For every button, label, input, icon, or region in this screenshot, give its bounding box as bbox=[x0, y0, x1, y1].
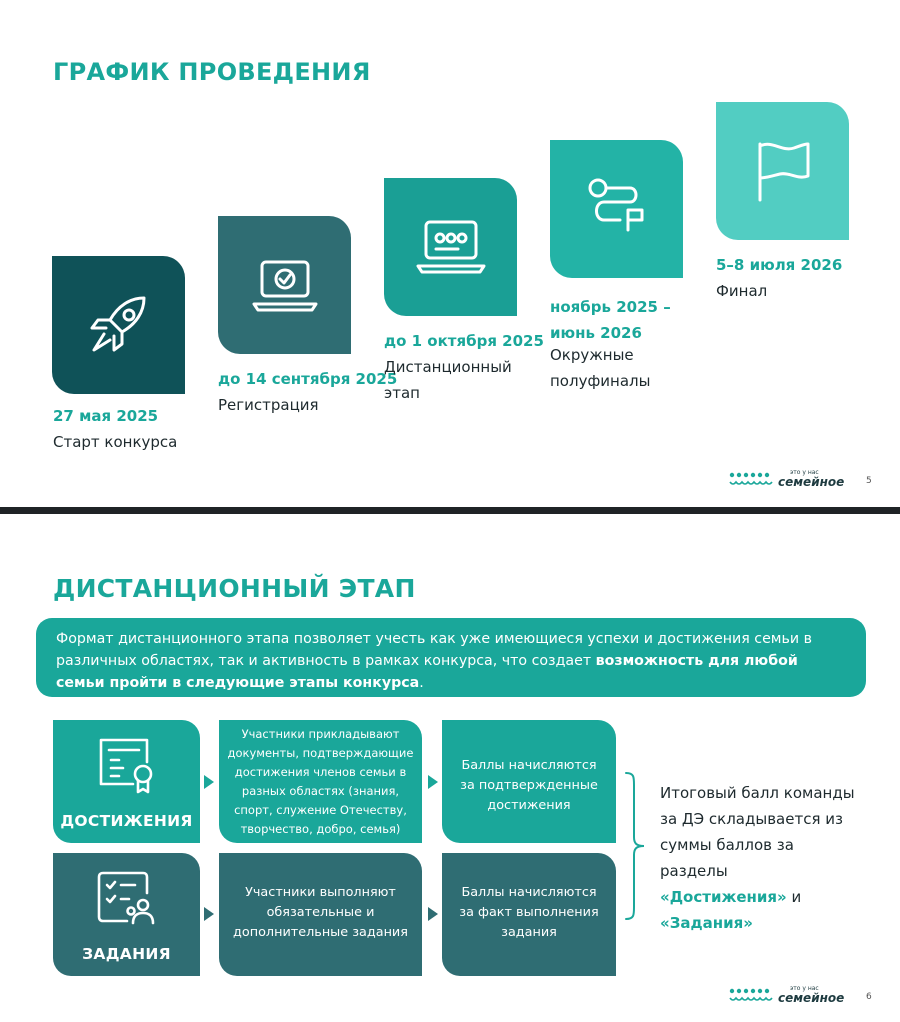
logo-small-text: это у нас bbox=[790, 985, 819, 992]
laptop-dots-icon bbox=[414, 210, 488, 284]
page-number: 5 bbox=[866, 476, 872, 486]
slide-separator bbox=[0, 507, 900, 514]
slide-title: ДИСТАНЦИОННЫЙ ЭТАП bbox=[53, 574, 416, 603]
category-label: ЗАДАНИЯ bbox=[82, 945, 171, 963]
intro-bold: возможность для любой семьи пройти в следующие этапы конкурса bbox=[56, 653, 798, 691]
step-semifinal-box bbox=[550, 140, 683, 278]
arrow-icon bbox=[428, 907, 438, 921]
step-registration-date: до 14 сентября 2025 bbox=[218, 370, 398, 388]
step-distance-label: Дистанционный этап bbox=[384, 358, 512, 402]
step-distance-date: до 1 октября 2025 bbox=[384, 332, 544, 350]
category-label: ДОСТИЖЕНИЯ bbox=[60, 812, 193, 830]
arrow-icon bbox=[204, 907, 214, 921]
category-achievements bbox=[53, 720, 200, 843]
tasks-description: Участники выполняют обязательные и дополнительные задания bbox=[219, 853, 422, 976]
highlight-achievements: «Достижения» bbox=[660, 888, 787, 906]
step-semifinal-label: Окружные полуфиналы bbox=[550, 346, 651, 390]
step-registration-label: Регистрация bbox=[218, 396, 319, 414]
step-semifinal-date: ноябрь 2025 – июнь 2026 bbox=[550, 298, 671, 342]
step-registration-box bbox=[218, 216, 351, 354]
step-final-date: 5–8 июля 2026 bbox=[716, 256, 843, 274]
intro-banner: Формат дистанционного этапа позволяет учесть как уже имеющиеся успехи и достижения семьи в различных областях, так и активность в рамках конкурса, что создает возможность для любой семьи пройти в следующие этапы конкурса. bbox=[36, 618, 866, 697]
page-number: 6 bbox=[866, 992, 872, 1002]
slide-distance-stage bbox=[0, 516, 900, 1022]
logo-small-text: это у нас bbox=[790, 469, 819, 476]
brand-logo bbox=[728, 986, 844, 1004]
rocket-icon bbox=[82, 288, 156, 362]
task-list-icon bbox=[93, 867, 159, 929]
intro-text: Формат дистанционного этапа позволяет учесть как уже имеющиеся успехи и достижения семьи в различных областях, так и активность в рамках конкурса, что создает bbox=[56, 631, 812, 669]
step-distance-box bbox=[384, 178, 517, 316]
brace-icon bbox=[624, 771, 646, 921]
step-final-box bbox=[716, 102, 849, 240]
logo-dots-icon bbox=[728, 471, 774, 487]
slide-schedule bbox=[0, 0, 900, 505]
achievements-description: Участники прикладывают документы, подтверждающие достижения членов семьи в разных областях (знания, спорт, служение Отечеству, творчество, добро, семья) bbox=[219, 720, 422, 843]
step-start-date: 27 мая 2025 bbox=[53, 407, 159, 425]
logo-big-text: семейное bbox=[778, 991, 845, 1005]
step-final-label: Финал bbox=[716, 282, 768, 300]
highlight-tasks: «Задания» bbox=[660, 914, 753, 932]
certificate-icon bbox=[93, 734, 159, 796]
flag-icon bbox=[746, 134, 820, 208]
brand-logo bbox=[728, 470, 844, 488]
arrow-icon bbox=[204, 775, 214, 789]
total-score-summary: Итоговый балл команды за ДЭ складывается из суммы баллов за разделы «Достижения» и «Задания» bbox=[660, 784, 855, 932]
step-start-box bbox=[52, 256, 185, 394]
slide-title: ГРАФИК ПРОВЕДЕНИЯ bbox=[53, 58, 371, 86]
step-start-label: Старт конкурса bbox=[53, 433, 178, 451]
route-icon bbox=[580, 172, 654, 246]
laptop-check-icon bbox=[248, 248, 322, 322]
tasks-scoring: Баллы начисляются за факт выполнения задания bbox=[442, 853, 616, 976]
arrow-icon bbox=[428, 775, 438, 789]
logo-dots-icon bbox=[728, 987, 774, 1003]
achievements-scoring: Баллы начисляются за подтвержденные достижения bbox=[442, 720, 616, 843]
logo-big-text: семейное bbox=[778, 475, 845, 489]
category-tasks bbox=[53, 853, 200, 976]
